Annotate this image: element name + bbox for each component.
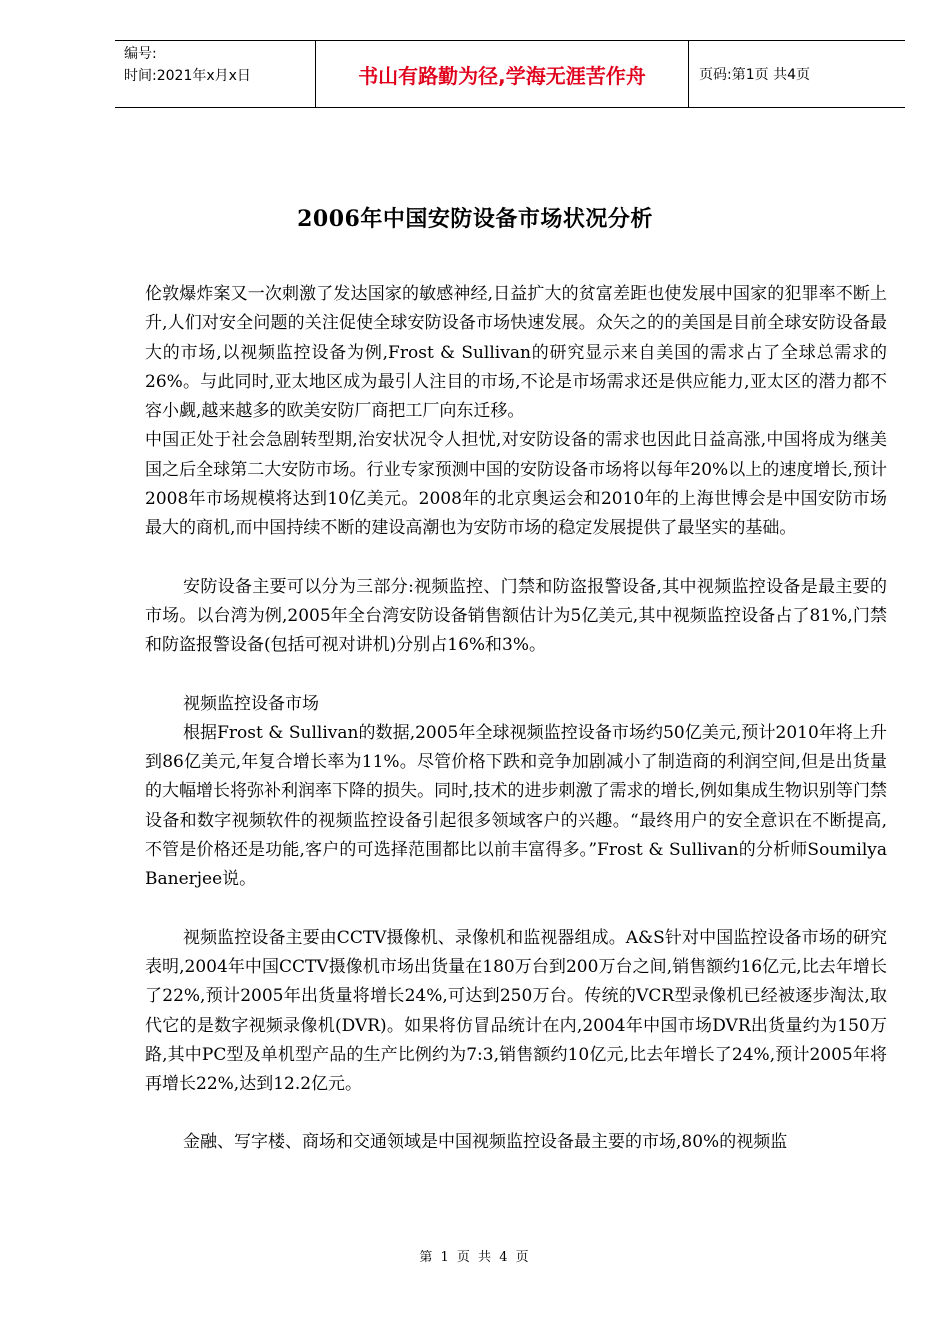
page-footer: 第 1 页 共 4 页 (419, 1250, 531, 1265)
paragraph-finance: 金融、写字楼、商场和交通领域是中国视频监控设备最主要的市场,80%的视频监 (183, 1132, 788, 1153)
paragraph-london: 伦敦爆炸案又一次刺激了发达国家的敏感神经,日益扩大的贫富差距也使发展中国家的犯罪率不断上升,人们对安全问题的关注促使全球安防设备市场快速发展。众矢之的的美国是目前全球安防设备最大的市场,以视频监控设备为例,Frost & Sullivan的研究显示来自美国的需求占了全球总需求的26%。与此同时,亚太地区成为最引人注目的市场,不论是市场需求还是供应能力,亚太区的潜力都不容小觑,越来越多的欧美安防厂商把工厂向东迁移。 (145, 284, 887, 422)
paragraph-gap (145, 661, 887, 690)
header-motto: 书山有路勤为径,学海无涯苦作舟 (316, 41, 689, 107)
document-title: 2006年中国安防设备市场状况分析 (297, 206, 653, 232)
document-body (145, 280, 887, 1158)
section-heading-video: 视频监控设备市场 (183, 693, 319, 714)
paragraph-gap (145, 1099, 887, 1128)
paragraph-china-market: 中国正处于社会急剧转型期,治安状况令人担忧,对安防设备的需求也因此日益高涨,中国将成为继美国之后全球第二大安防市场。行业专家预测中国的安防设备市场将以每年20%以上的速度增长,预计2008年市场规模将达到10亿美元。2008年的北京奥运会和2010年的上海世博会是中国安防市场最大的商机,而中国持续不断的建设高潮也为安防市场的稳定发展提供了最坚实的基础。 (145, 430, 887, 539)
document-time-label: 时间:2021年x月x日 (124, 68, 251, 84)
header-page-info: 页码:第1页 共4页 (699, 67, 810, 83)
header-meta (115, 41, 316, 107)
paragraph-gap (145, 544, 887, 573)
paragraph-categories: 安防设备主要可以分为三部分:视频监控、门禁和防盗报警设备,其中视频监控设备是最主要的市场。以台湾为例,2005年全台湾安防设备销售额估计为5亿美元,其中视频监控设备占了81%,门禁和防盗报警设备(包括可视对讲机)分别占16%和3%。 (145, 576, 887, 656)
paragraph-frost-sullivan: 根据Frost & Sullivan的数据,2005年全球视频监控设备市场约50亿美元,预计2010年将上升到86亿美元,年复合增长率为11%。尽管价格下跌和竞争加剧减小了制造商的利润空间,但是出货量的大幅增长将弥补利润率下降的损失。同时,技术的进步刺激了需求的增长,例如集成生物识别等门禁设备和数字视频软件的视频监控设备引起很多领域客户的兴趣。“最终用户的安全意识在不断提高,不管是价格还是功能,客户的可选择范围都比以前丰富得多。”Frost & Sullivan的分析师Soumilya Banerjee说。 (145, 722, 887, 890)
paragraph-cctv: 视频监控设备主要由CCTV摄像机、录像机和监视器组成。A&S针对中国监控设备市场的研究表明,2004年中国CCTV摄像机市场出货量在180万台到200万台之间,销售额约16亿元,比去年增长了22%,预计2005年出货量将增长24%,可达到250万台。传统的VCR型录像机已经被逐步淘汰,取代它的是数字视频录像机(DVR)。如果将仿冒品统计在内,2004年中国市场DVR出货量约为150万路,其中PC型及单机型产品的生产比例约为7:3,销售额约10亿元,比去年增长了24%,预计2005年将再增长22%,达到12.2亿元。 (145, 927, 887, 1095)
document-number-label: 编号: (124, 46, 157, 62)
page-header (115, 40, 905, 108)
paragraph-gap (145, 895, 887, 924)
